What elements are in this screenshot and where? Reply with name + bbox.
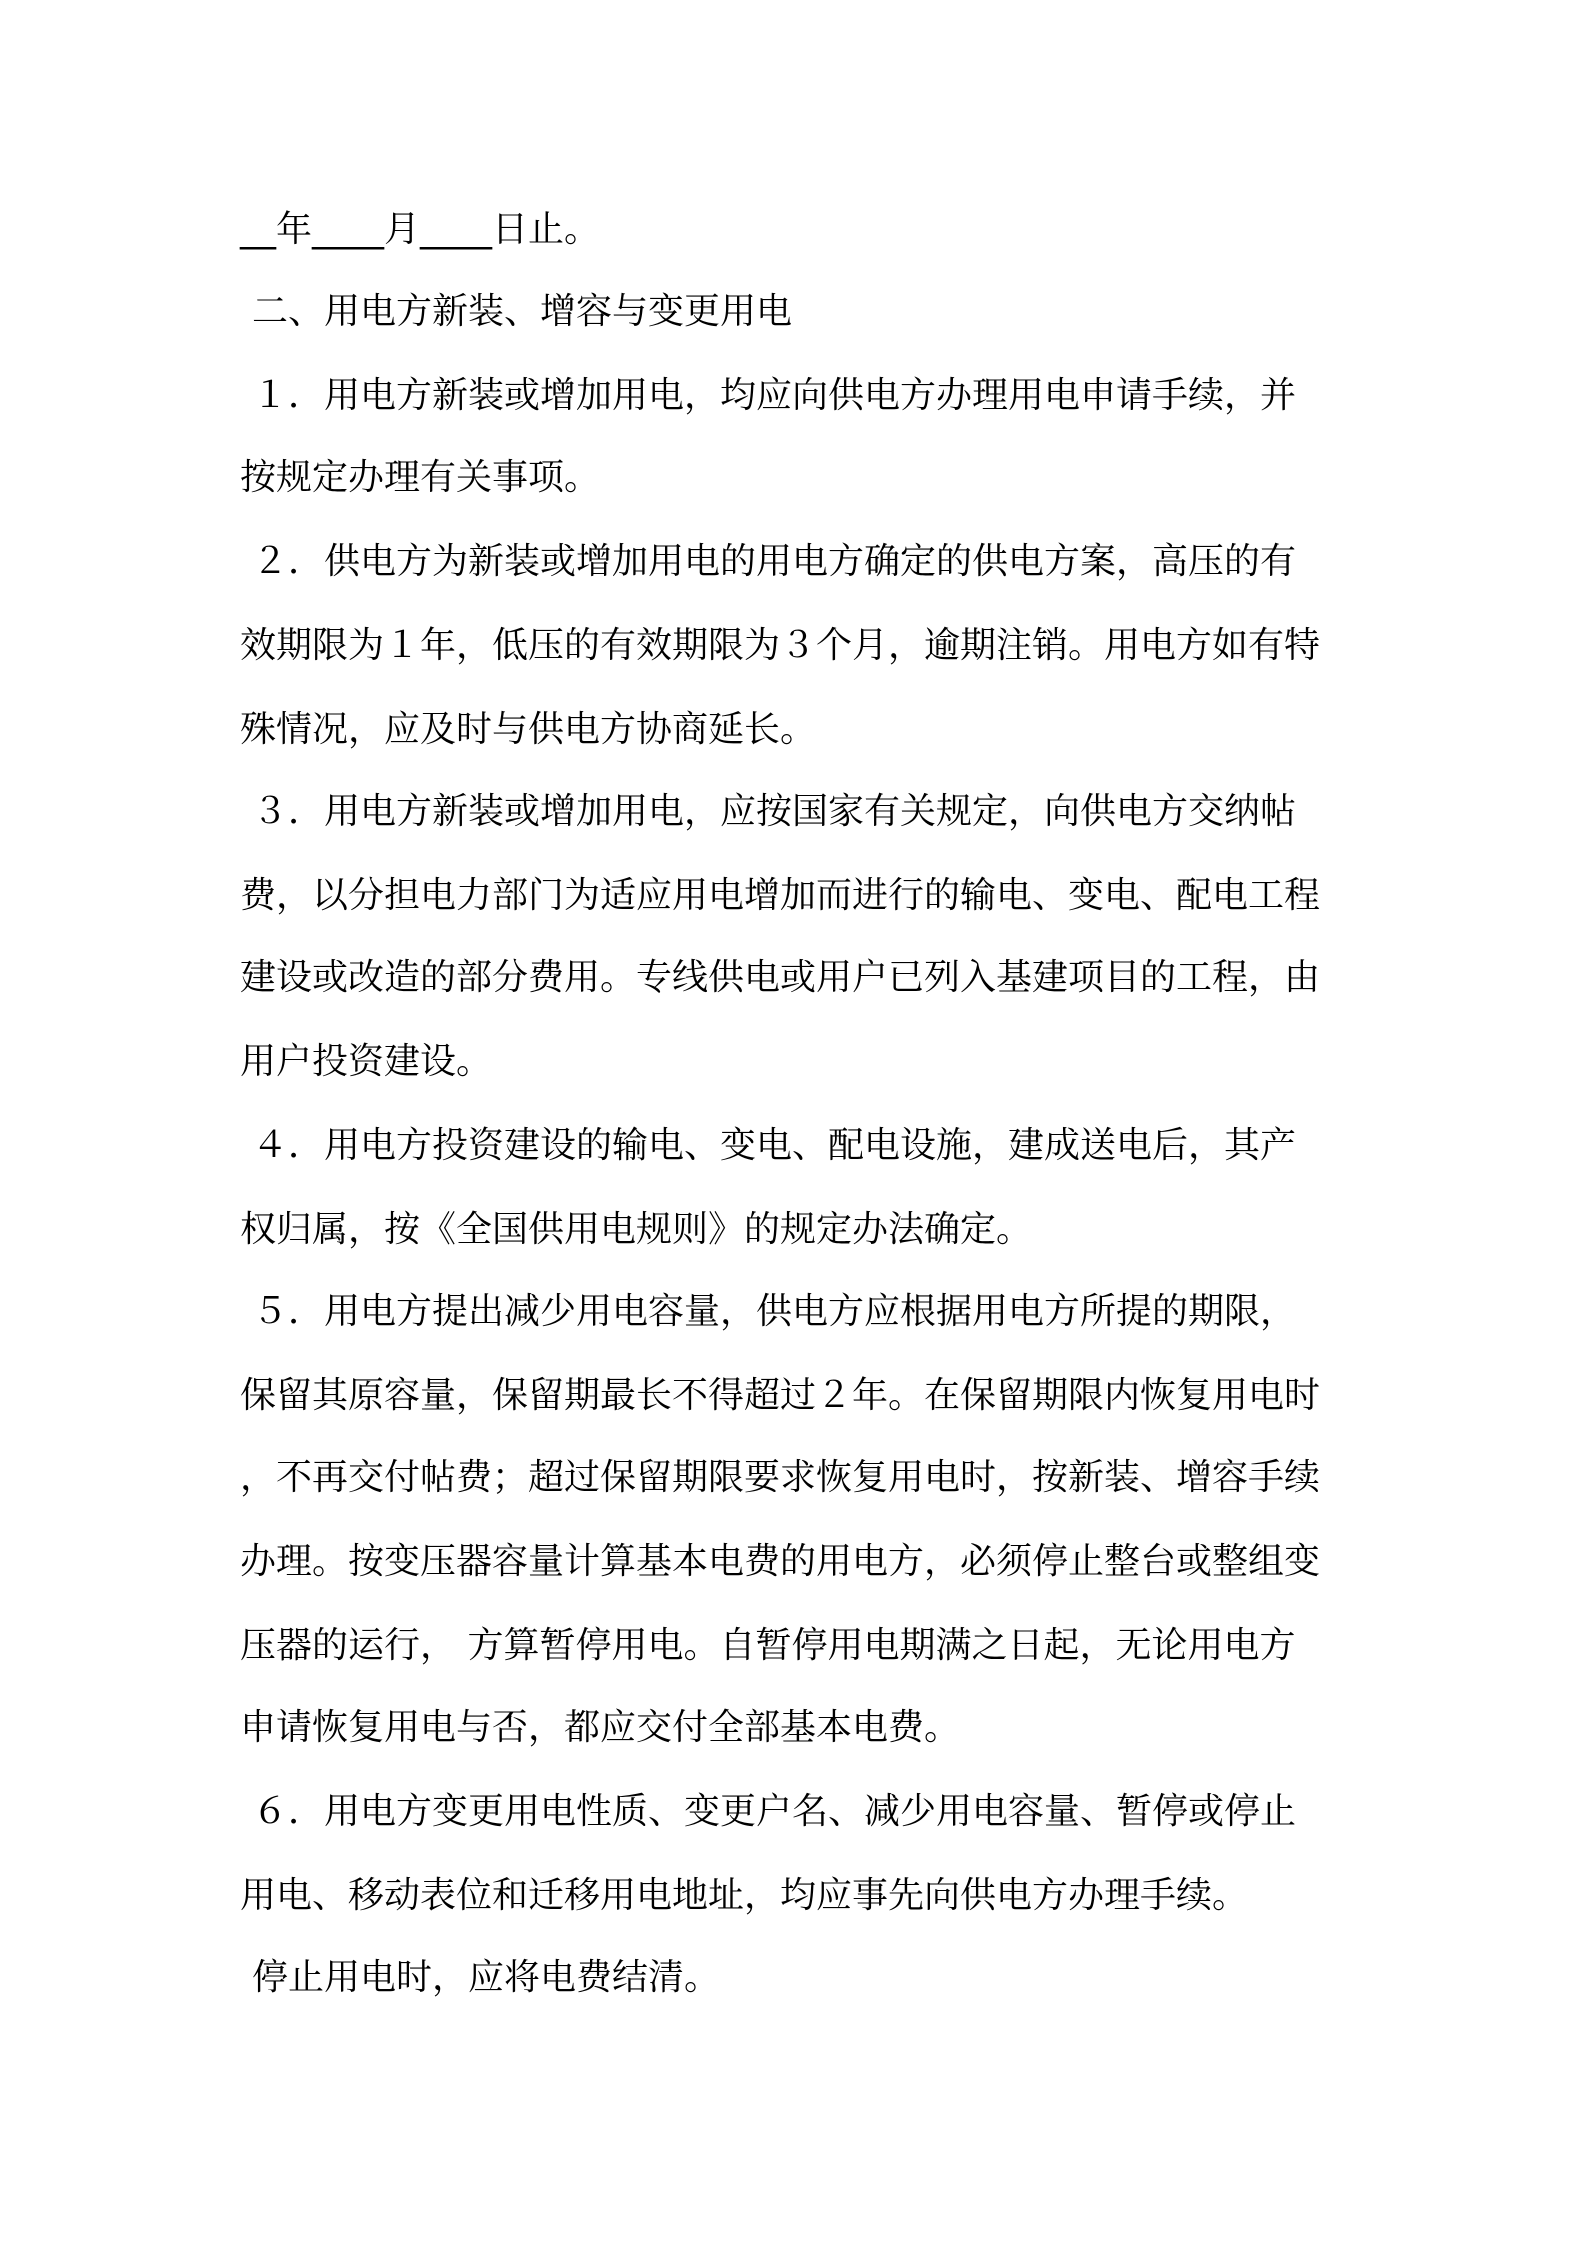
section-heading: 二、用电方新装、增容与变更用电 bbox=[252, 291, 793, 332]
clause-2-line-2: 效期限为１年，低压的有效期限为３个月，逾期注销。用电方如有特 bbox=[240, 625, 1321, 666]
clause-6-line-2: 用电、移动表位和迁移用电地址，均应事先向供电方办理手续。 bbox=[240, 1875, 1249, 1916]
clause-6-line-3: 停止用电时，应将电费结清。 bbox=[252, 1957, 721, 1998]
clause-6-line-1: ６．用电方变更用电性质、变更户名、减少用电容量、暂停或停止 bbox=[252, 1791, 1297, 1832]
clause-2-line-1: ２．供电方为新装或增加用电的用电方确定的供电方案，高压的有 bbox=[252, 541, 1297, 582]
clause-5-line-1: ５．用电方提出减少用电容量，供电方应根据用电方所提的期限， bbox=[252, 1291, 1297, 1332]
clause-1-line-1: １．用电方新装或增加用电，均应向供电方办理用电申请手续，并 bbox=[252, 375, 1297, 416]
text-line-date-end: __年____月____日止。 bbox=[240, 209, 601, 250]
clause-4-line-1: ４．用电方投资建设的输电、变电、配电设施，建成送电后，其产 bbox=[252, 1125, 1297, 1166]
clause-5-line-6: 申请恢复用电与否，都应交付全部基本电费。 bbox=[240, 1707, 961, 1748]
clause-3-line-4: 用户投资建设。 bbox=[240, 1041, 493, 1082]
clause-1-line-2: 按规定办理有关事项。 bbox=[240, 457, 601, 498]
clause-5-line-3: ，不再交付帖费；超过保留期限要求恢复用电时，按新装、增容手续 bbox=[240, 1457, 1321, 1498]
clause-5-line-5: 压器的运行， 方算暂停用电。自暂停用电期满之日起，无论用电方 bbox=[240, 1625, 1296, 1666]
clause-3-line-1: ３．用电方新装或增加用电，应按国家有关规定，向供电方交纳帖 bbox=[252, 791, 1297, 832]
clause-5-line-2: 保留其原容量，保留期最长不得超过２年。在保留期限内恢复用电时 bbox=[240, 1375, 1321, 1416]
clause-3-line-2: 费，以分担电力部门为适应用电增加而进行的输电、变电、配电工程 bbox=[240, 875, 1321, 916]
clause-2-line-3: 殊情况，应及时与供电方协商延长。 bbox=[240, 709, 817, 750]
clause-5-line-4: 办理。按变压器容量计算基本电费的用电方，必须停止整台或整组变 bbox=[240, 1541, 1321, 1582]
clause-4-line-2: 权归属，按《全国供用电规则》的规定办法确定。 bbox=[240, 1209, 1033, 1250]
clause-3-line-3: 建设或改造的部分费用。专线供电或用户已列入基建项目的工程，由 bbox=[240, 957, 1321, 998]
